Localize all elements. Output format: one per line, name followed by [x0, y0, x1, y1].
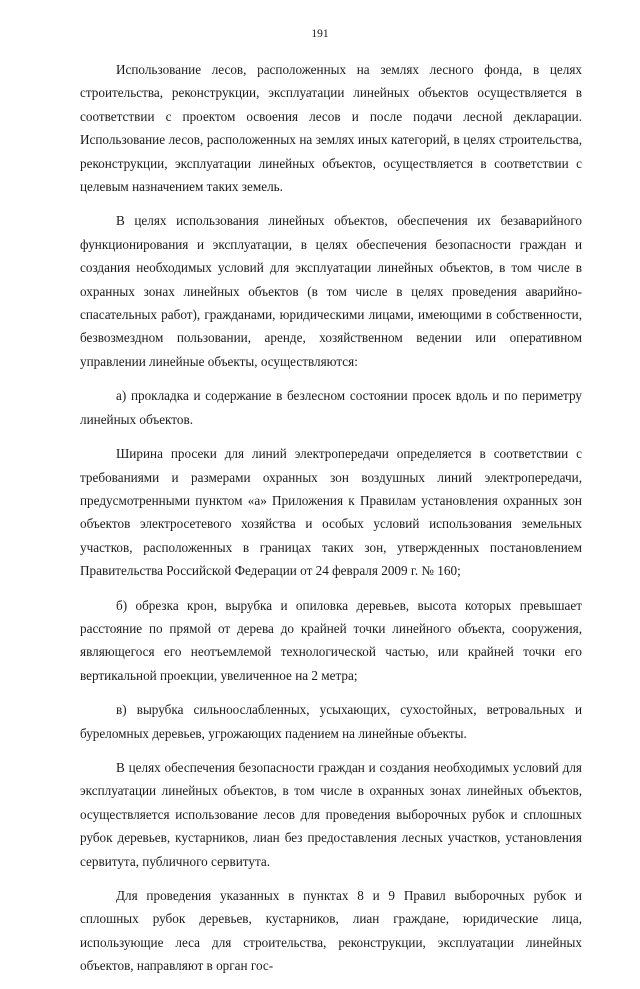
paragraph-selective-felling: Для проведения указанных в пунктах 8 и 9 Правил выборочных рубок и сплошных рубок деревьев, кустарников, лиан граждане, юридические лица, использующие леса для строительства, реконструкции, эксплуатации линейных объектов, направляют в орган гос- — [80, 888, 582, 974]
paragraph-item-b: б) обрезка крон, вырубка и опиловка деревьев, высота которых превышает расстояние по прямой от дерева до крайней точки линейного объекта, сооружения, являющегося его неотъемлемой технологической частью, или крайней точки его вертикальной проекции, увеличенное на 2 метра; — [80, 597, 582, 683]
paragraph-purposes-of-use: В целях использования линейных объектов, обеспечения их безаварийного функционирования и эксплуатации, в целях обеспечения безопасности граждан и создания необходимых условий для эксплуатации линейных объектов, в том числе в охранных зонах линейных объектов (в том числе в целях проведения аварийно-спасательных работ), гражданами, юридическими лицами, имеющими в собственности, безвозмездном пользовании, аренде, хозяйственном ведении или оперативном управлении линейные объекты, осуществляются: — [80, 213, 582, 369]
paragraph-forest-use-linear-objects: Использование лесов, расположенных на землях лесного фонда, в целях строительства, реконструкции, эксплуатации линейных объектов осуществляется в соответствии с проектом освоения лесов и после подачи лесной декларации. Использование лесов, расположенных на землях иных категорий, в целях строительства, реконструкции, эксплуатации линейных объектов, осуществляется в соответствии с целевым назначением таких земель. — [80, 62, 582, 195]
paragraph-item-a: а) прокладка и содержание в безлесном состоянии просек вдоль и по периметру линейных объектов. — [80, 388, 582, 427]
paragraph-item-c: в) вырубка сильноослабленных, усыхающих, сухостойных, ветровальных и буреломных деревьев, угрожающих падением на линейные объекты. — [80, 702, 582, 741]
page-number: 191 — [311, 28, 329, 40]
paragraph-safety-purposes: В целях обеспечения безопасности граждан и создания необходимых условий для эксплуатации линейных объектов, в том числе в охранных зонах линейных объектов, осуществляется использование лесов для проведения выборочных рубок и сплошных рубок деревьев, кустарников, лиан без предоставления лесных участков, установления сервитута, публичного сервитута. — [80, 759, 582, 869]
paragraph-clearing-width: Ширина просеки для линий электропередачи определяется в соответствии с требованиями и размерами охранных зон воздушных линий электропередачи, предусмотренными пунктом «а» Приложения к Правилам установления охранных зон объектов электросетевого хозяйства и особых условий использования земельных участков, расположенных в границах таких зон, утвержденных постановлением Правительства Российской Федерации от 24 февраля 2009 г. № 160; — [80, 446, 582, 579]
document-body — [80, 58, 582, 989]
